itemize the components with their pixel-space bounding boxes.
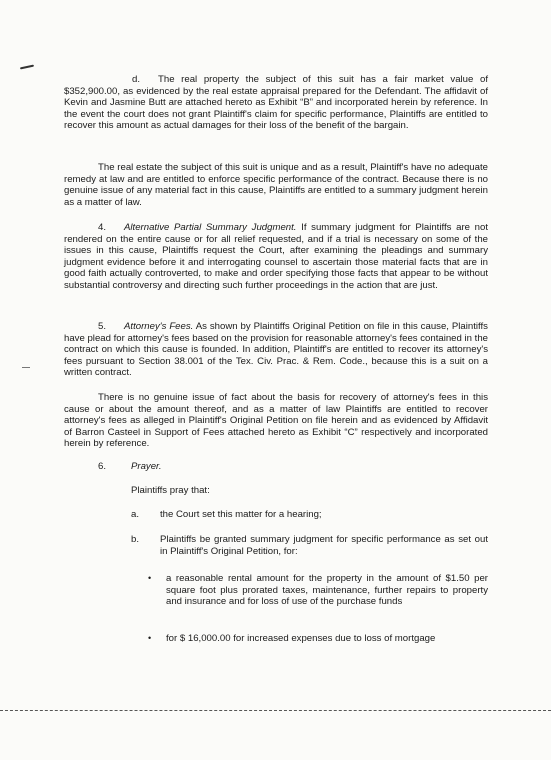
section-5-heading: Attorney's Fees. — [124, 321, 194, 332]
section-4-number: 4. — [98, 222, 107, 233]
paragraph-fees-text: There is no genuine issue of fact about the basis for recovery of attorney's fees in this cause or about the amount thereof, and as a matter of law Plaintiffs are entitled to recover attorney's fees as alleged in Plaintiff's Original Petition on file herein and as evidenced by Affidavit of Barron Casteel in Support of Fees attached hereto as Exhibit “C” respectively and incorporated herein by reference. — [64, 392, 488, 450]
section-4-text: If summary judgment for Plaintiffs are not rendered on the entire cause or for all relief requested, and if a trial is necessary on some of the issues in this cause, Plaintiffs request the Court, after examining the pleadings and summary judgment evidence before it and interrogating counsel to ascertain those material facts that are in good faith actually controverted, to make and order specifying those facts that appear to be without substantial controversy and directing such further proceedings in the action that are just. — [64, 222, 489, 291]
margin-mark — [22, 367, 30, 368]
prayer-item-b-text: Plaintiffs be granted summary judgment for specific performance as set out in Plaintiff's Original Petition, for: — [160, 534, 488, 557]
hole-punch-mark — [20, 65, 34, 70]
paragraph-d — [64, 74, 488, 132]
section-6-heading: Prayer. — [131, 461, 162, 472]
paragraph-unique-text: The real estate the subject of this suit is unique and as a result, Plaintiff's have no adequate remedy at law and are entitled to enforce specific performance of the contract. Because there is no genuine issue of any material fact in this cause, Plaintiffs are entitled to a summary judgment herein as a matter of law. — [64, 162, 488, 208]
prayer-bullet-mortgage: for $ 16,000.00 for increased expenses due to loss of mortgage — [166, 633, 436, 644]
prayer-item-a-label: a. — [131, 509, 140, 520]
paragraph-d-label: d. — [132, 74, 141, 85]
prayer-item-a-text: the Court set this matter for a hearing; — [160, 509, 322, 520]
section-5-text: As shown by Plaintiffs Original Petition on file in this cause, Plaintiffs have plead for attorney's fees based on the provision for reasonable attorney's fees contained in the contract on which this cause is founded. In addition, Plaintiff's are entitled to recover its attorney's fees pursuant to Section 38.001 of the Tex. Civ. Prac. & Rem. Code., because this is a suit on a written contract. — [64, 321, 488, 379]
section-6-number: 6. — [98, 461, 107, 472]
section-5 — [64, 321, 488, 379]
prayer-bullet-rental: a reasonable rental amount for the property in the amount of $1.50 per square foot plus prorated taxes, maintenance, further repairs to property and insurance and for loss of use of the purchase funds — [166, 573, 488, 608]
prayer-item-b-label: b. — [131, 534, 140, 545]
paragraph-attorney-fees — [64, 392, 488, 450]
bottom-scan-edge — [0, 710, 551, 711]
prayer-intro: Plaintiffs pray that: — [131, 485, 210, 496]
bullet-icon: • — [148, 573, 152, 583]
section-4-heading: Alternative Partial Summary Judgment. — [124, 222, 297, 233]
paragraph-d-text: The real property the subject of this suit has a fair market value of $352,900.00, as evidenced by the real estate appraisal prepared for the Defendant. The affidavit of Kevin and Jasmine Butt are attached hereto as Exhibit “B” and incorporated herein by reference. In the event the court does not grant Plaintiff's claim for specific performance, Plaintiffs are entitled to recover this amount as actual damages for their loss of the benefit of the bargain. — [64, 74, 488, 132]
section-4 — [64, 222, 488, 292]
bullet-icon: • — [148, 633, 152, 643]
paragraph-unique-property — [64, 162, 488, 208]
section-5-number: 5. — [98, 321, 107, 332]
